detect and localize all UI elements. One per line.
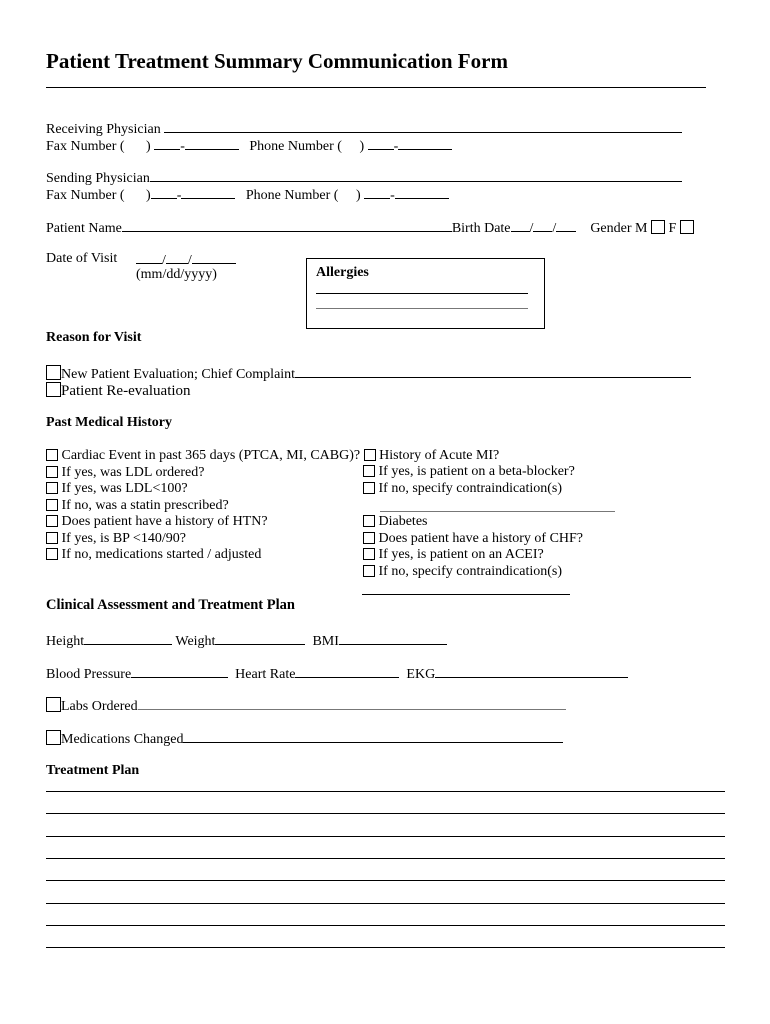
medications-changed-checkbox[interactable] — [46, 730, 61, 745]
ekg-label: EKG — [406, 667, 436, 682]
sending-fax-row — [46, 186, 449, 204]
labs-ordered-field[interactable] — [138, 697, 566, 710]
reason-heading: Reason for Visit — [46, 330, 142, 345]
slash: / — [529, 221, 534, 236]
new-patient-label: New Patient Evaluation; Chief Complaint — [61, 367, 296, 382]
treatment-plan-line[interactable] — [46, 791, 725, 792]
patient-name-field[interactable] — [122, 219, 452, 232]
allergies-line-2[interactable] — [316, 308, 528, 309]
treatment-plan-line[interactable] — [46, 858, 725, 859]
history-right-top — [363, 464, 575, 497]
history-right-bottom — [363, 514, 583, 580]
slash: / — [187, 253, 192, 268]
title-rule — [46, 87, 706, 88]
history-item-label: If yes, is patient on a beta-blocker? — [378, 464, 575, 479]
reason-reeval-row — [46, 382, 191, 400]
history-item-label: If yes, was LDL ordered? — [61, 464, 205, 480]
re-evaluation-label: Patient Re-evaluation — [61, 383, 191, 399]
new-patient-checkbox[interactable] — [46, 365, 61, 380]
patient-row — [46, 219, 694, 237]
slash: / — [162, 253, 166, 268]
gender-f-label: F — [668, 221, 677, 236]
beta-blocker-checkbox[interactable] — [363, 465, 375, 477]
history-item — [363, 514, 583, 531]
visit-year-field[interactable] — [192, 251, 236, 264]
receiving-fax-line-field[interactable] — [185, 137, 239, 150]
re-evaluation-checkbox[interactable] — [46, 382, 61, 397]
sending-fax-area-field[interactable] — [128, 187, 146, 199]
dash: - — [180, 139, 185, 154]
ekg-field[interactable] — [435, 665, 628, 678]
treatment-plan-heading: Treatment Plan — [46, 763, 140, 778]
history-heading: Past Medical History — [46, 415, 172, 430]
birth-year-field[interactable] — [556, 219, 576, 232]
chief-complaint-field[interactable] — [295, 365, 691, 378]
treatment-plan-line[interactable] — [46, 903, 725, 904]
receiving-phone-prefix-field[interactable] — [368, 137, 394, 150]
diabetes-checkbox[interactable] — [363, 515, 375, 527]
birth-date-label: Birth Date — [451, 221, 511, 236]
history-item-label: Does patient have a history of HTN? — [61, 514, 268, 529]
visit-day-field[interactable] — [166, 251, 188, 264]
sending-phone-prefix-field[interactable] — [364, 186, 390, 199]
history-item-label: If no, specify contraindication(s) — [378, 480, 562, 496]
history-item-label: If yes, was LDL<100? — [61, 481, 188, 496]
heart-rate-field[interactable] — [295, 665, 399, 678]
receiving-phone-line-field[interactable] — [398, 137, 452, 150]
treatment-plan-line[interactable] — [46, 925, 725, 926]
vitals-row-2 — [46, 665, 628, 683]
history-item — [363, 464, 575, 481]
receiving-fax-area-field[interactable] — [128, 138, 146, 150]
sending-fax-line-field[interactable] — [181, 186, 235, 199]
history-item-label: If yes, is patient on an ACEI? — [378, 547, 544, 562]
weight-label: Weight — [175, 634, 216, 649]
labs-ordered-checkbox[interactable] — [46, 697, 61, 712]
medications-adjusted-checkbox[interactable] — [46, 548, 58, 560]
medications-changed-field[interactable] — [183, 730, 563, 743]
dash: - — [176, 188, 182, 203]
history-item-label: Cardiac Event in past 365 days (PTCA, MI, CABG)? — [61, 448, 361, 463]
paren-close: ) — [359, 139, 365, 154]
treatment-plan-line[interactable] — [46, 880, 725, 881]
treatment-plan-line[interactable] — [46, 947, 725, 948]
assessment-heading: Clinical Assessment and Treatment Plan — [46, 597, 295, 613]
ldl-ordered-checkbox[interactable] — [46, 466, 58, 478]
patient-name-label: Patient Name — [46, 221, 122, 236]
paren-close: ) — [146, 139, 151, 154]
labs-row — [46, 697, 566, 715]
gender-m-checkbox[interactable] — [651, 220, 665, 234]
bmi-field[interactable] — [339, 632, 447, 645]
weight-field[interactable] — [215, 632, 305, 645]
labs-ordered-label: Labs Ordered — [61, 699, 138, 714]
date-of-visit-label: Date of Visit — [46, 251, 118, 266]
sending-physician-row — [46, 169, 682, 187]
history-item-label: Does patient have a history of CHF? — [378, 530, 584, 546]
receiving-physician-row — [46, 120, 682, 138]
sending-fax-label: Fax Number ( — [46, 188, 125, 203]
allergies-line-1[interactable] — [316, 293, 528, 294]
history-item — [363, 547, 583, 564]
gender-m-label: M — [635, 221, 648, 236]
sending-fax-prefix-field[interactable] — [151, 186, 177, 199]
htn-checkbox[interactable] — [46, 515, 58, 527]
sending-phone-line-field[interactable] — [395, 186, 449, 199]
sending-physician-label: Sending Physician — [46, 171, 150, 186]
birth-day-field[interactable] — [533, 219, 552, 232]
birth-month-field[interactable] — [511, 219, 530, 232]
treatment-plan-line[interactable] — [46, 813, 725, 814]
receiving-phone-area-field[interactable] — [345, 138, 359, 150]
history-item-label: If no, medications started / adjusted — [61, 547, 262, 562]
heart-rate-label: Heart Rate — [235, 667, 296, 682]
sending-phone-area-field[interactable] — [342, 187, 356, 199]
acei-checkbox[interactable] — [363, 548, 375, 560]
chf-checkbox[interactable] — [363, 532, 375, 544]
receiving-fax-prefix-field[interactable] — [154, 137, 180, 150]
statin-checkbox[interactable] — [46, 499, 58, 511]
contraindication-chf-field[interactable] — [362, 594, 570, 595]
history-item — [363, 531, 583, 548]
contraindication-mi-field[interactable] — [380, 511, 615, 512]
history-item-label: Diabetes — [378, 514, 428, 529]
paren-close: ) — [355, 188, 361, 203]
history-item-label: If no, specify contraindication(s) — [378, 563, 562, 579]
vitals-row-1 — [46, 632, 447, 650]
form-title: Patient Treatment Summary Communication Form — [46, 49, 508, 73]
receiving-fax-label: Fax Number ( — [46, 139, 125, 154]
height-label: Height — [46, 634, 85, 649]
sending-phone-label: Phone Number ( — [245, 188, 339, 203]
history-item — [363, 564, 583, 581]
gender-f-checkbox[interactable] — [680, 220, 694, 234]
bp-checkbox[interactable] — [46, 532, 58, 544]
sending-physician-field[interactable] — [150, 169, 682, 182]
receiving-fax-row — [46, 137, 452, 155]
paren-close: ) — [146, 188, 151, 203]
bmi-label: BMI — [312, 634, 339, 649]
receiving-physician-field[interactable] — [164, 120, 682, 133]
history-item-label: If yes, is BP <140/90? — [61, 530, 186, 546]
contraindication-chf-checkbox[interactable] — [363, 565, 375, 577]
cardiac-event-checkbox[interactable] — [46, 449, 58, 461]
dash: - — [390, 188, 395, 203]
reason-new-row — [46, 365, 691, 383]
acute-mi-checkbox[interactable] — [364, 449, 376, 461]
height-field[interactable] — [84, 632, 172, 645]
ldl-under-100-checkbox[interactable] — [46, 482, 58, 494]
date-format-hint: (mm/dd/yyyy) — [136, 267, 217, 282]
blood-pressure-label: Blood Pressure — [46, 667, 132, 682]
treatment-plan-line[interactable] — [46, 836, 725, 837]
visit-month-field[interactable] — [136, 251, 162, 264]
allergies-label: Allergies — [316, 265, 369, 280]
meds-row — [46, 730, 563, 748]
gender-label: Gender — [590, 221, 632, 236]
receiving-phone-label: Phone Number ( — [249, 139, 342, 154]
receiving-physician-label: Receiving Physician — [46, 122, 161, 137]
slash: / — [552, 221, 557, 236]
medications-changed-label: Medications Changed — [61, 732, 184, 747]
contraindication-mi-checkbox[interactable] — [363, 482, 375, 494]
dash: - — [393, 139, 399, 154]
history-item-label: History of Acute MI? — [379, 448, 500, 463]
history-item-label: If no, was a statin prescribed? — [61, 497, 229, 513]
allergies-box — [306, 258, 545, 329]
history-item — [46, 448, 499, 465]
history-item — [363, 481, 575, 498]
blood-pressure-field[interactable] — [131, 665, 228, 678]
